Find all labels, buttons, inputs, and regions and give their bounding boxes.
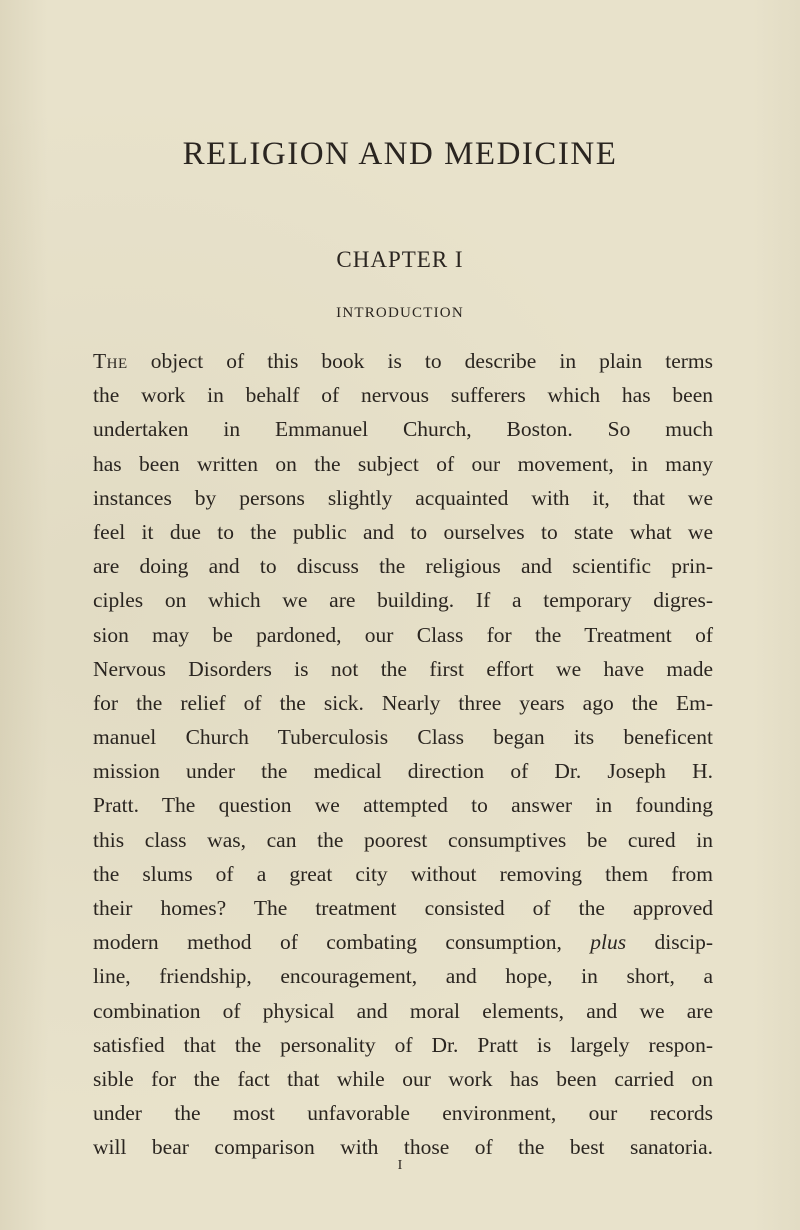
- text-segment: discip-: [626, 930, 713, 955]
- text-line: will bear comparison with those of the best sanatoria.: [93, 1135, 713, 1160]
- text-line: Pratt. The question we attempted to answer in founding: [93, 793, 713, 818]
- text-line-plus: [93, 925, 713, 959]
- text-line: the slums of a great city without removing them from: [93, 861, 713, 886]
- lead-word: The: [93, 349, 128, 373]
- chapter-heading: CHAPTER I: [336, 247, 464, 272]
- text-segment: modern method of combating consumption,: [93, 930, 591, 955]
- text-line: instances by persons slightly acquainted with it, that we: [93, 485, 713, 510]
- body-paragraph: [93, 344, 713, 1165]
- text-line: the work in behalf of nervous sufferers which has been: [93, 383, 713, 408]
- text-line: combination of physical and moral elements, and we are: [93, 998, 713, 1023]
- text-line: manuel Church Tuberculosis Class began its beneficent: [93, 725, 713, 750]
- text-line-rest: object of this book is to describe in plain terms: [127, 349, 713, 373]
- text-line: [93, 344, 713, 378]
- text-line: has been written on the subject of our movement, in many: [93, 451, 713, 476]
- text-line: undertaken in Emmanuel Church, Boston. So much: [93, 417, 713, 442]
- page-number: I: [397, 1158, 403, 1173]
- text-line: are doing and to discuss the religious and scientific prin-: [93, 554, 713, 579]
- text-line: their homes? The treatment consisted of the approved: [93, 896, 713, 920]
- text-line: mission under the medical direction of Dr. Joseph H.: [93, 759, 713, 784]
- text-line: ciples on which we are building. If a temporary digres-: [93, 588, 713, 613]
- text-line: line, friendship, encouragement, and hope, in short, a: [93, 964, 713, 989]
- section-heading: INTRODUCTION: [336, 305, 464, 321]
- text-line: under the most unfavorable environment, our records: [93, 1101, 713, 1126]
- text-line: sion may be pardoned, our Class for the Treatment of: [93, 622, 713, 647]
- text-line: sible for the fact that while our work has been carried on: [93, 1066, 713, 1091]
- text-line: Nervous Disorders is not the first effort we have made: [93, 656, 713, 681]
- text-line: this class was, can the poorest consumptives be cured in: [93, 827, 713, 852]
- text-line: satisfied that the personality of Dr. Pratt is largely respon-: [93, 1032, 713, 1057]
- book-title: RELIGION AND MEDICINE: [182, 136, 618, 172]
- text-line: for the relief of the sick. Nearly three years ago the Em-: [93, 690, 713, 715]
- italic-word: plus: [590, 930, 627, 955]
- text-line: feel it due to the public and to ourselves to state what we: [93, 519, 713, 544]
